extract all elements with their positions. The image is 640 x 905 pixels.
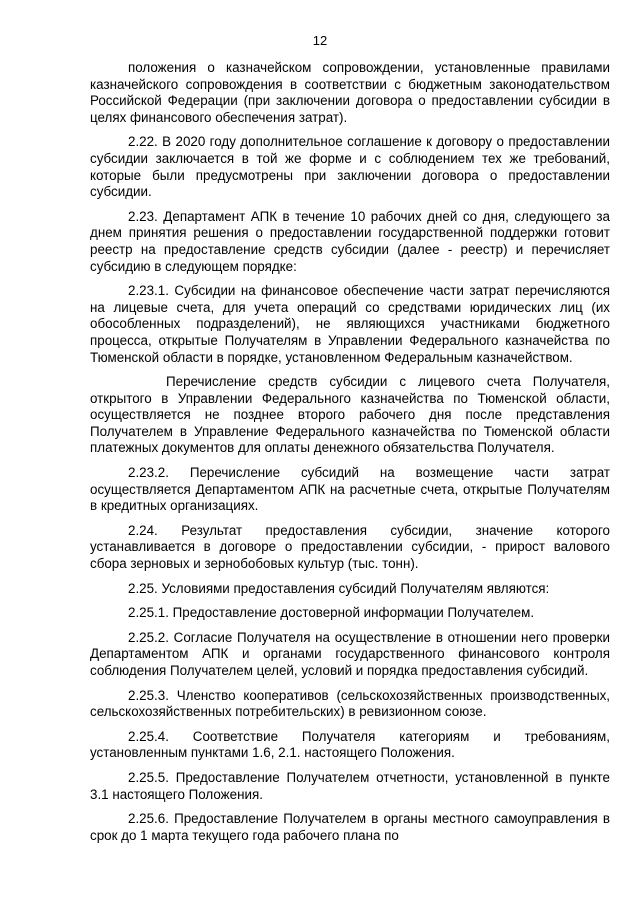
- paragraph-continuation: положения о казначейском сопровождении, установленные правилами казначейского сопровождения в соответствии с бюджетным законодательством Российской Федерации (при заключении договора о предоставлении субсидии в целях финансового обеспечения затрат).: [90, 60, 610, 125]
- document-body: [90, 60, 610, 852]
- paragraph-2-25-2: 2.25.2. Согласие Получателя на осуществление в отношении него проверки Департаментом АПК и органами государственного финансового контроля соблюдения Получателем целей, условий и порядка предоставления субсидий.: [90, 629, 610, 678]
- paragraph-2-23-2: 2.23.2. Перечисление субсидий на возмещение части затрат осуществляется Департаментом АПК на расчетные счета, открытые Получателям в кредитных организациях.: [90, 465, 610, 514]
- paragraph-2-23-1: 2.23.1. Субсидии на финансовое обеспечение части затрат перечисляются на лицевые счета, для учета операций со средствами юридических лиц (их обособленных подразделений), не являющихся участниками бюджетного процесса, открытые Получателям в Управлении Федерального казначейства по Тюменской области в порядке, установленном Федеральным казначейством.: [90, 283, 610, 365]
- paragraph-2-25-1: 2.25.1. Предоставление достоверной информации Получателем.: [128, 605, 535, 621]
- paragraph-2-25-5: 2.25.5. Предоставление Получателем отчетности, установленной в пункте 3.1 настоящего Положения.: [90, 769, 610, 802]
- page-number: 12: [312, 33, 328, 48]
- paragraph-2-25-3: 2.25.3. Членство кооперативов (сельскохозяйственных производственных, сельскохозяйственных потребительских) в ревизионном союзе.: [90, 687, 610, 720]
- paragraph-2-25-4: 2.25.4. Соответствие Получателя категориям и требованиям, установленным пунктами 1.6, 2.1. настоящего Положения.: [90, 728, 610, 761]
- paragraph-transfer-note: Перечисление средств субсидии с лицевого счета Получателя, открытого в Управлении Федерального казначейства по Тюменской области, осуществляется не позднее второго рабочего дня после представления Получателем в Управление Федерального казначейства по Тюменской области платежных документов для оплаты денежного обязательства Получателя.: [90, 374, 610, 456]
- paragraph-2-22: 2.22. В 2020 году дополнительное соглашение к договору о предоставлении субсидии заключается в той же форме и с соблюдением тех же требований, которые были предусмотрены при заключении договора о предоставлении субсидии.: [90, 134, 610, 200]
- paragraph-2-23: 2.23. Департамент АПК в течение 10 рабочих дней со дня, следующего за днем принятия решения о предоставлении государственной поддержки готовит реестр на предоставление средств субсидии (далее - реестр) и перечисляет субсидию в следующем порядке:: [90, 208, 610, 274]
- paragraph-2-25: 2.25. Условиями предоставления субсидий Получателям являются:: [128, 580, 550, 596]
- paragraph-2-24: 2.24. Результат предоставления субсидии, значение которого устанавливается в договоре о предоставлении субсидии, - прирост валового сбора зерновых и зернобобовых культур (тыс. тонн).: [90, 522, 610, 572]
- paragraph-2-25-6: 2.25.6. Предоставление Получателем в органы местного самоуправления в срок до 1 марта текущего года рабочего плана по: [90, 811, 610, 843]
